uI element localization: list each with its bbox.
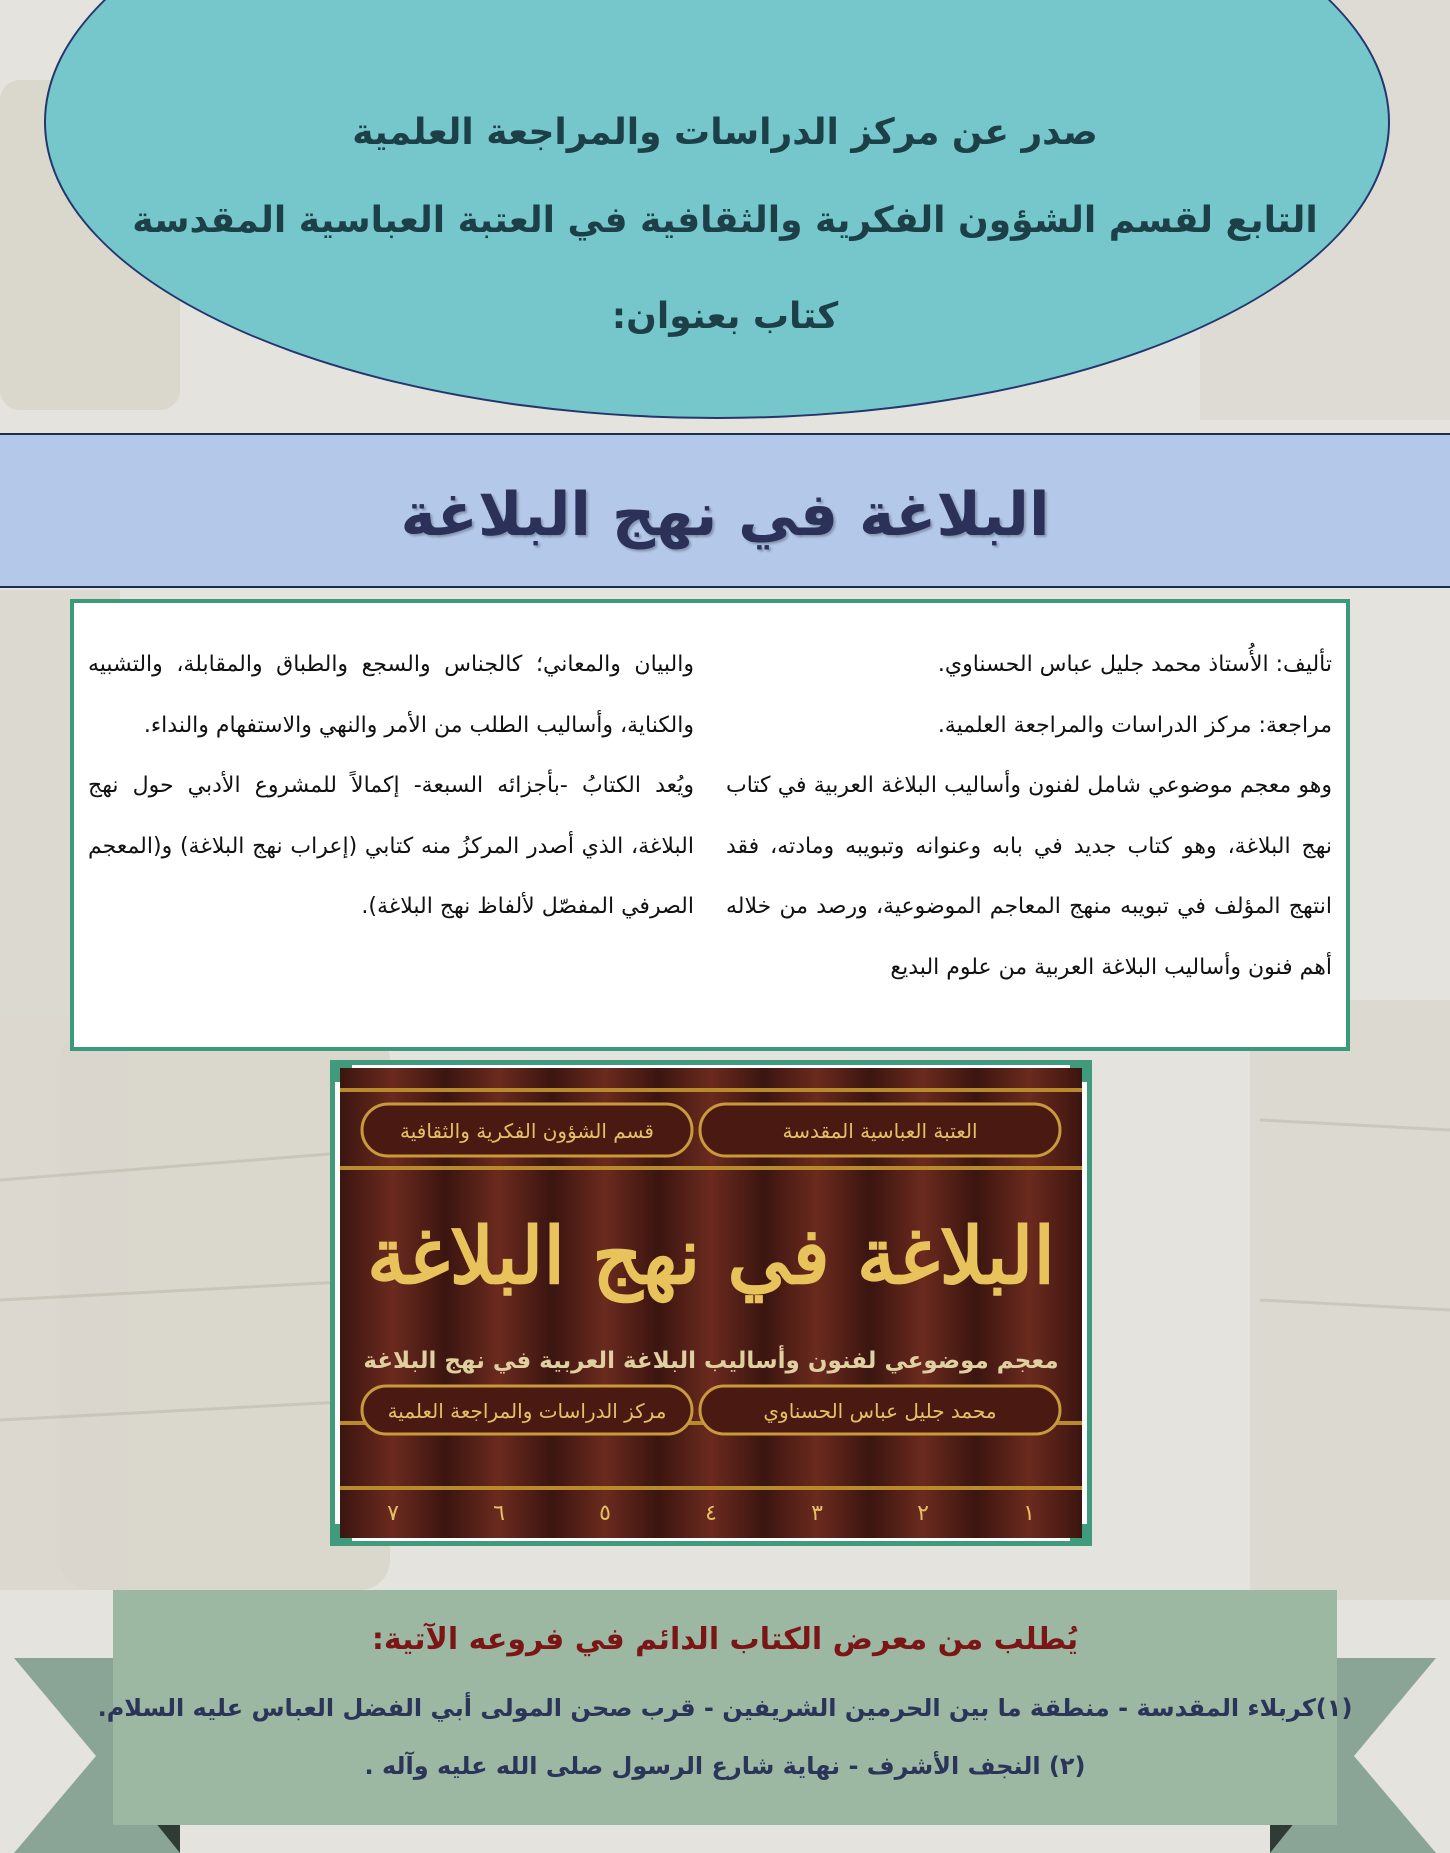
- description-box: [70, 599, 1350, 1051]
- description-paragraph: ويُعد الكتابُ -بأجزائه السبعة- إكمالاً للمشروع الأدبي حول نهج البلاغة، الذي أصدر المركزُ منه كتابي (إعراب نهج البلاغة) و(المعجم الصرفي المفصّل لألفاظ نهج البلاغة).: [88, 773, 694, 919]
- description-left-column: [88, 635, 694, 938]
- book-top-label: قسم الشؤون الفكرية والثقافية: [400, 1119, 654, 1143]
- book-publisher-label: مركز الدراسات والمراجعة العلمية: [387, 1399, 667, 1423]
- book-cover-title: البلاغة في نهج البلاغة: [366, 1211, 1056, 1302]
- description-right-column: [726, 635, 1332, 998]
- publisher-line: صدر عن مركز الدراسات والمراجعة العلمية: [352, 112, 1098, 153]
- reviewer-line: مراجعة: مركز الدراسات والمراجعة العلمية.: [937, 712, 1332, 738]
- order-heading: يُطلب من معرض الكتاب الدائم في فروعه الآتية:: [371, 1622, 1079, 1657]
- branch-address-karbala: (١)كربلاء المقدسة - منطقة ما بين الحرمين الشريفين - قرب صحن المولى أبي الفضل العباس عليه السلام.: [97, 1694, 1353, 1722]
- book-author-label: محمد جليل عباس الحسناوي: [763, 1399, 997, 1423]
- book-intro-line: كتاب بعنوان:: [611, 296, 839, 337]
- volume-number: ٢: [917, 1501, 929, 1526]
- volume-number: ١: [1023, 1501, 1035, 1526]
- book-volumes-image: [340, 1068, 1082, 1538]
- book-cover-subtitle: معجم موضوعي لفنون وأساليب البلاغة العربية في نهج البلاغة: [363, 1348, 1059, 1374]
- volume-number: ٤: [705, 1501, 717, 1526]
- description-paragraph: وهو معجم موضوعي شامل لفنون وأساليب البلاغة العربية في كتاب نهج البلاغة، وهو كتاب جديد في بابه وعنوانه وتبويبه ومادته، فقد انتهج المؤلف في تبويبه منهج المعاجم الموضوعية، ورصد من خلاله أهم فنون وأساليب البلاغة العربية من علوم البديع: [726, 773, 1332, 980]
- author-line: تأليف: الأُستاذ محمد جليل عباس الحسناوي.: [937, 652, 1332, 677]
- volume-number: ٦: [493, 1501, 505, 1526]
- volume-number: ٥: [599, 1501, 611, 1526]
- branch-address-najaf: (٢) النجف الأشرف - نهاية شارع الرسول صلى الله عليه وآله .: [364, 1752, 1086, 1780]
- book-title: البلاغة في نهج البلاغة: [400, 480, 1050, 550]
- volume-number: ٣: [811, 1501, 823, 1526]
- description-paragraph: والبيان والمعاني؛ كالجناس والسجع والطباق والمقابلة، والتشبيه والكناية، وأساليب الطلب من الأمر والنهي والاستفهام والنداء.: [88, 652, 694, 738]
- affiliation-line: التابع لقسم الشؤون الفكرية والثقافية في العتبة العباسية المقدسة: [132, 200, 1318, 241]
- volume-number: ٧: [387, 1501, 399, 1526]
- book-top-label: العتبة العباسية المقدسة: [782, 1119, 978, 1143]
